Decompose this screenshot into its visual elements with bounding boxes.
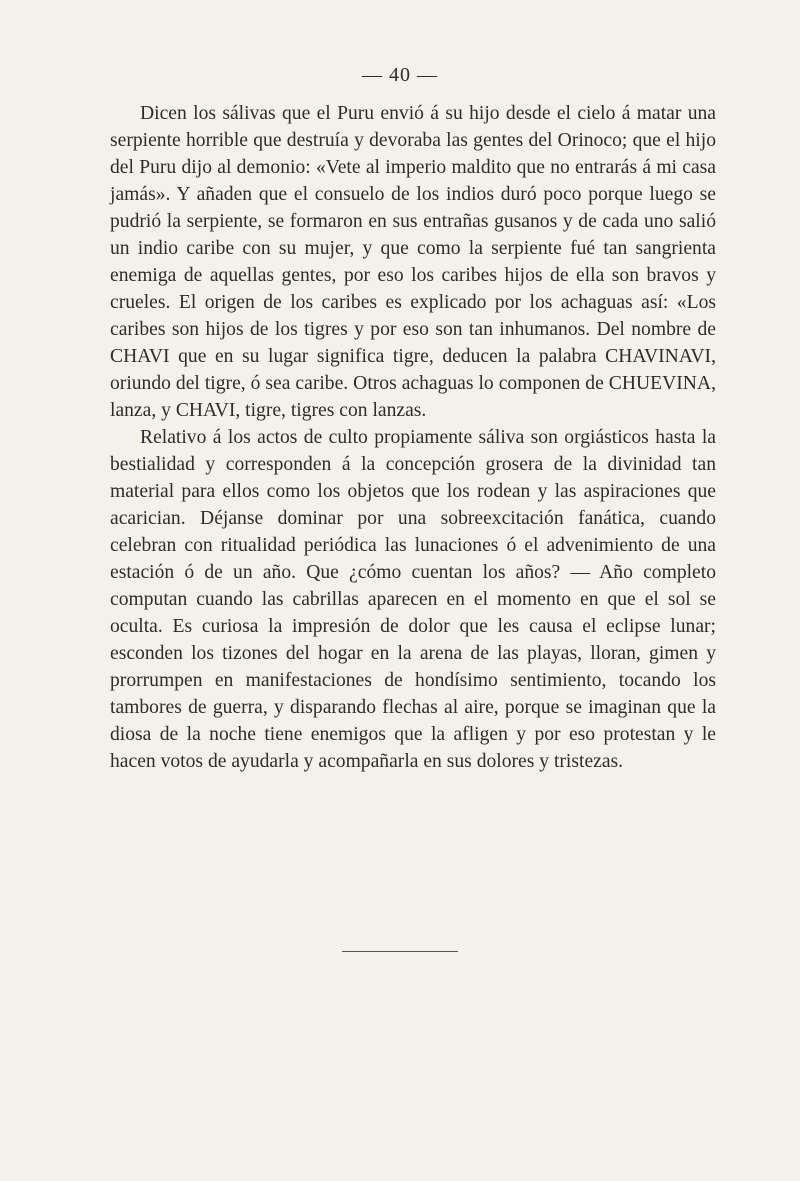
paragraph-2: Relativo á los actos de culto propiamente sáliva son orgiásticos hasta la bestialidad y corresponden á la concepción grosera de la divinidad tan material para ellos como los objetos que los rodean y las aspiraciones que acarician. Déjanse dominar por una sobreexcitación fanática, cuando celebran con ritualidad periódica las lunaciones ó el advenimiento de una estación ó de un año. Que ¿cómo cuentan los años? — Año completo computan cuando las cabrillas aparecen en el momento en que el sol se oculta. Es curiosa la impresión de dolor que les causa el eclipse lunar; esconden los tizones del hogar en la arena de las playas, lloran, gimen y prorrumpen en manifestaciones de hondísimo sentimiento, tocando los tambores de guerra, y disparando flechas al aire, porque se imaginan que la diosa de la noche tiene enemigos que la afligen y por eso protestan y le hacen votos de ayudarla y acompañarla en sus dolores y tristezas. xyxy=(110,427,716,772)
paragraph-1: Dicen los sálivas que el Puru envió á su hijo desde el cielo á matar una serpiente horrible que destruía y devoraba las gentes del Orinoco; que el hijo del Puru dijo al demonio: «Vete al imperio maldito que no entrarás á mi casa jamás». Y añaden que el consuelo de los indios duró poco porque luego se pudrió la serpiente, se formaron en sus entrañas gusanos y de cada uno salió un indio caribe con su mujer, y que como la serpiente fué tan sangrienta enemiga de aquellas gentes, por eso los caribes hijos de ella son bravos y crueles. El origen de los caribes es explicado por los achaguas así: «Los caribes son hijos de los tigres y por eso son tan inhumanos. Del nombre de CHAVI que en su lugar significa tigre, deducen la palabra CHAVINAVI, oriundo del tigre, ó sea caribe. Otros achaguas lo componen de CHUEVINA, lanza, y CHAVI, tigre, tigres con lanzas. xyxy=(110,103,716,421)
end-rule xyxy=(342,951,458,952)
body-text xyxy=(110,100,716,775)
page-number: — 40 — xyxy=(362,64,438,86)
